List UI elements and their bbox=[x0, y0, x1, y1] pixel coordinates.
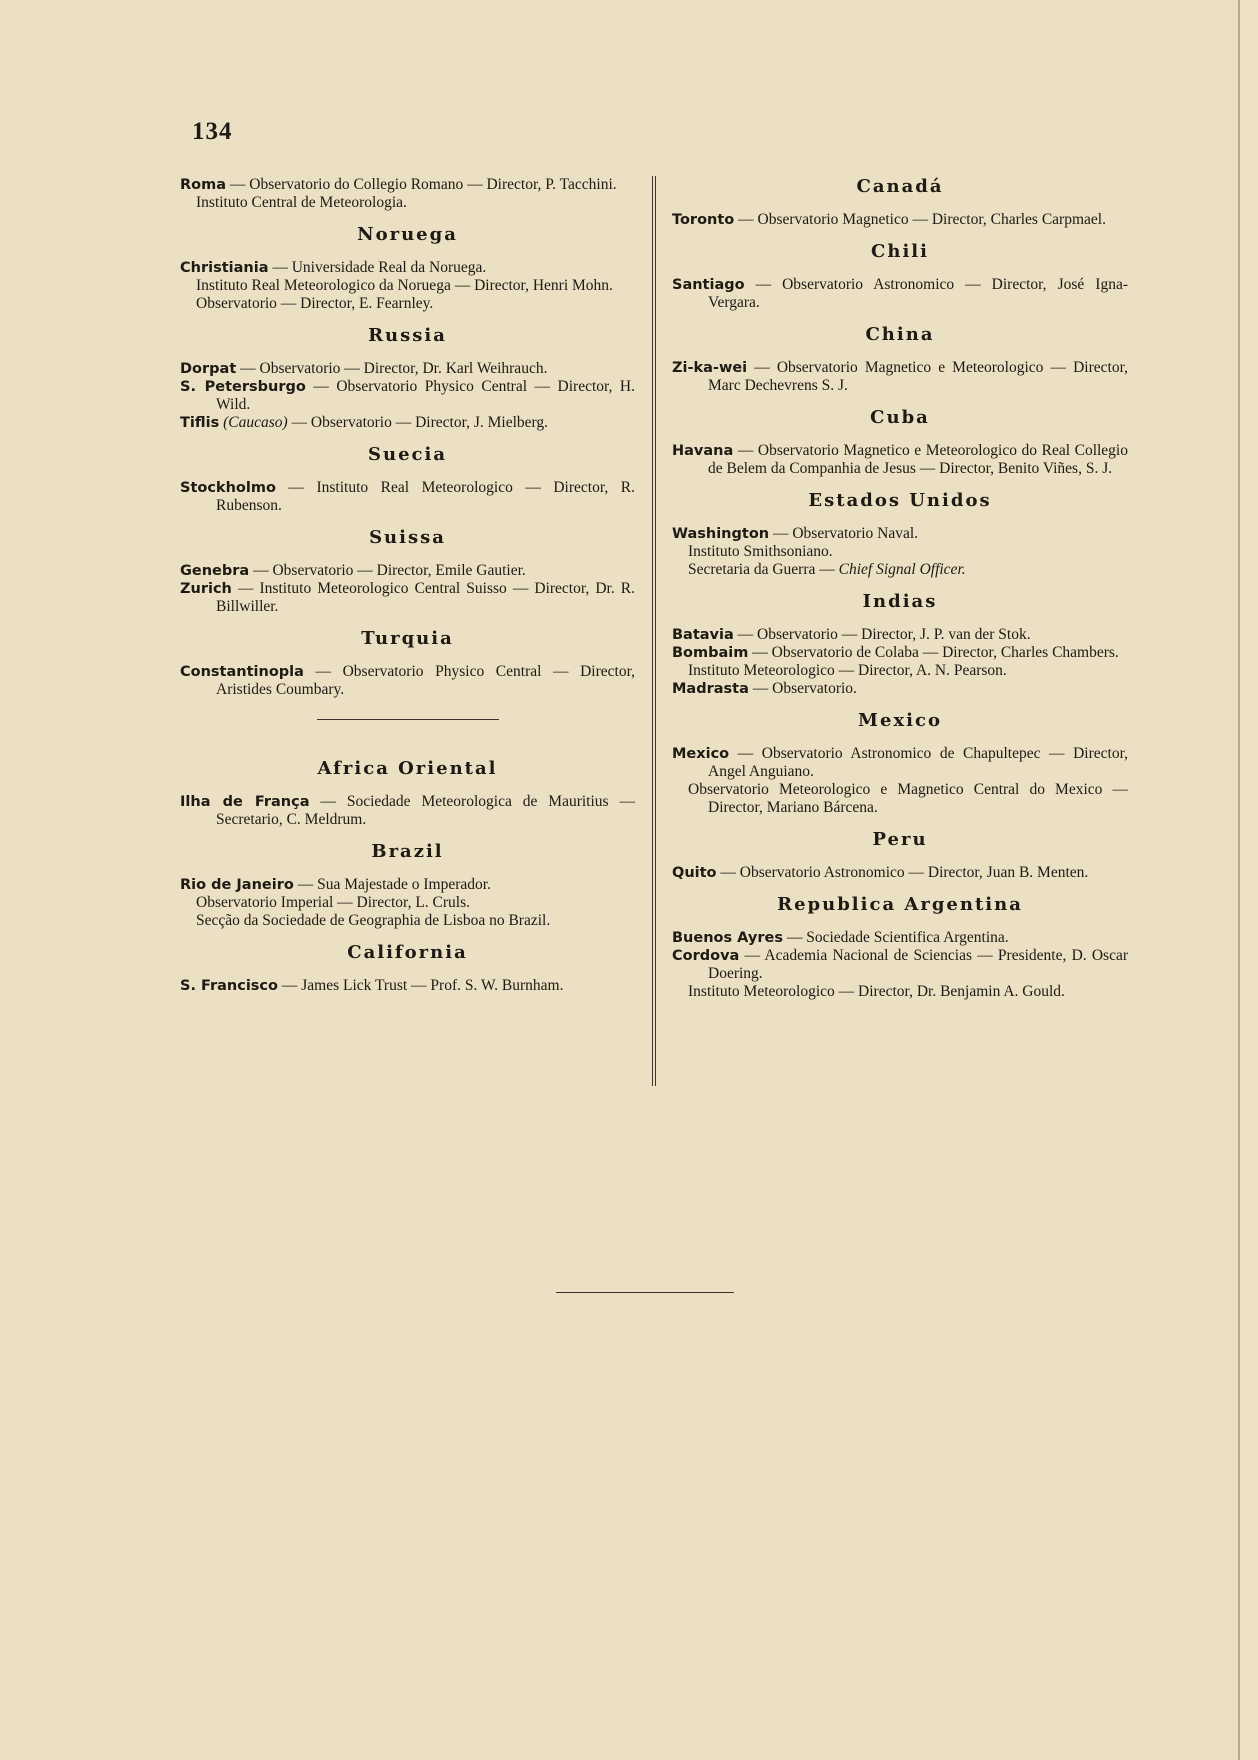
sub-entry-text: Observatorio Meteorologico e Magnetico Central do Mexico — Director, Mariano Bárcena. bbox=[688, 781, 1128, 816]
directory-entry bbox=[180, 562, 635, 580]
country-heading: Mexico bbox=[858, 710, 942, 731]
city-name: Tiflis bbox=[180, 415, 220, 431]
directory-entry bbox=[672, 442, 1128, 478]
bottom-rule bbox=[556, 1292, 734, 1293]
directory-entry bbox=[180, 378, 635, 414]
entry-text: — Observatorio. bbox=[748, 680, 857, 697]
country-section bbox=[672, 591, 1128, 698]
directory-sub-entry bbox=[180, 912, 635, 930]
entry-text: — Instituto Real Meteorologico — Director, R. Rubenson. bbox=[216, 479, 635, 514]
city-name: S. Francisco bbox=[180, 978, 278, 994]
directory-sub-entry bbox=[672, 662, 1128, 680]
sub-entry-italic: Chief Signal Officer. bbox=[838, 561, 966, 578]
city-name: Ilha de França bbox=[180, 794, 310, 810]
country-section bbox=[180, 758, 635, 829]
directory-entry bbox=[672, 745, 1128, 781]
directory-sub-entry bbox=[180, 194, 635, 212]
country-section bbox=[672, 710, 1128, 817]
entry-text: — Universidade Real da Noruega. bbox=[268, 259, 487, 276]
country-heading: Noruega bbox=[357, 224, 458, 245]
directory-entry bbox=[672, 276, 1128, 312]
city-name: Madrasta bbox=[672, 681, 749, 697]
sub-entry-text: Observatorio — Director, E. Fearnley. bbox=[196, 295, 434, 312]
right-column bbox=[672, 176, 1128, 1011]
country-heading: Suissa bbox=[369, 527, 446, 548]
column-divider bbox=[652, 176, 656, 1086]
directory-entry bbox=[180, 259, 635, 277]
city-name: S. Petersburgo bbox=[180, 379, 306, 395]
country-heading: Brazil bbox=[371, 841, 444, 862]
directory-entry bbox=[672, 929, 1128, 947]
directory-sub-entry bbox=[672, 561, 1128, 579]
city-name: Zi-ka-wei bbox=[672, 360, 748, 376]
country-section bbox=[672, 894, 1128, 1001]
country-heading: Republica Argentina bbox=[777, 894, 1023, 915]
city-name: Washington bbox=[672, 526, 770, 542]
country-heading: Russia bbox=[368, 325, 447, 346]
entry-text: — Observatorio Physico Central — Director, Aristides Coumbary. bbox=[216, 663, 635, 698]
directory-entry bbox=[180, 876, 635, 894]
sub-entry-text: Instituto Meteorologico — Director, Dr. Benjamin A. Gould. bbox=[688, 983, 1065, 1000]
country-heading: China bbox=[865, 324, 935, 345]
country-section bbox=[672, 241, 1128, 312]
sub-entry-text: Instituto Meteorologico — Director, A. N. Pearson. bbox=[688, 662, 1007, 679]
entry-text: — Observatorio — Director, J. P. van der Stok. bbox=[733, 626, 1031, 643]
entry-text: — Sua Majestade o Imperador. bbox=[293, 876, 491, 893]
city-name: Zurich bbox=[180, 581, 232, 597]
sub-entry-text: Secção da Sociedade de Geographia de Lisboa no Brazil. bbox=[196, 912, 551, 929]
directory-entry bbox=[180, 580, 635, 616]
top-entries bbox=[180, 176, 635, 212]
directory-sub-entry bbox=[180, 894, 635, 912]
entry-text: — Sociedade Meteorologica de Mauritius — Secretario, C. Meldrum. bbox=[216, 793, 636, 828]
sub-entry-text: Instituto Real Meteorologico da Noruega — Director, Henri Mohn. bbox=[196, 277, 613, 294]
left-sections-after-rule bbox=[180, 758, 635, 995]
directory-entry bbox=[672, 626, 1128, 644]
directory-entry bbox=[672, 644, 1128, 662]
city-name: Constantinopla bbox=[180, 664, 304, 680]
entry-text: — Observatorio — Director, Dr. Karl Weihrauch. bbox=[236, 360, 548, 377]
sub-entry-text: Observatorio Imperial — Director, L. Cruls. bbox=[196, 894, 470, 911]
entry-text: — Observatorio Astronomico — Director, José Igna-Vergara. bbox=[708, 276, 1128, 311]
directory-sub-entry bbox=[180, 277, 635, 295]
city-name: Buenos Ayres bbox=[672, 930, 783, 946]
country-heading: Canadá bbox=[856, 176, 944, 197]
city-name: Rio de Janeiro bbox=[180, 877, 294, 893]
entry-text: — Observatorio Astronomico — Director, Juan B. Menten. bbox=[716, 864, 1089, 881]
country-section bbox=[672, 829, 1128, 882]
country-section bbox=[672, 490, 1128, 579]
directory-entry bbox=[180, 479, 635, 515]
city-name: Quito bbox=[672, 865, 717, 881]
city-name: Christiania bbox=[180, 260, 269, 276]
city-name: Bombaim bbox=[672, 645, 749, 661]
entry-text: — Observatorio Physico Central — Director, H. Wild. bbox=[216, 378, 636, 413]
city-name: Mexico bbox=[672, 746, 730, 762]
city-name: Genebra bbox=[180, 563, 250, 579]
country-heading: Indias bbox=[862, 591, 938, 612]
entry-text: — Observatorio — Director, J. Mielberg. bbox=[287, 414, 549, 431]
directory-entry bbox=[672, 359, 1128, 395]
city-name: Dorpat bbox=[180, 361, 237, 377]
directory-entry bbox=[180, 360, 635, 378]
country-heading: Cuba bbox=[870, 407, 930, 428]
directory-sub-entry bbox=[180, 295, 635, 313]
directory-entry bbox=[672, 947, 1128, 983]
sub-entry-text: Secretaria da Guerra — bbox=[688, 561, 839, 578]
city-name: Stockholmo bbox=[180, 480, 276, 496]
section-divider-rule bbox=[317, 719, 499, 720]
sub-entry-text: Instituto Central de Meteorologia. bbox=[196, 194, 407, 211]
country-heading: Turquia bbox=[361, 628, 454, 649]
city-region: (Caucaso) bbox=[219, 414, 288, 431]
directory-entry bbox=[180, 663, 635, 699]
entry-text: — Observatorio Magnetico e Meteorologico — Director, Marc Dechevrens S. J. bbox=[708, 359, 1128, 394]
left-column bbox=[180, 176, 635, 1005]
directory-entry bbox=[180, 414, 635, 432]
page-number: 134 bbox=[192, 118, 233, 145]
country-section bbox=[672, 324, 1128, 395]
country-section bbox=[180, 527, 635, 616]
directory-entry bbox=[180, 793, 635, 829]
country-heading: Africa Oriental bbox=[317, 758, 498, 779]
city-name: Santiago bbox=[672, 277, 745, 293]
entry-text: — Observatorio Magnetico e Meteorologico do Real Collegio de Belem da Companhia de Jesus — Director, Benito Viñes, S. J. bbox=[708, 442, 1128, 477]
entry-text: — Observatorio do Collegio Romano — Director, P. Tacchini. bbox=[226, 176, 617, 193]
city-name: Toronto bbox=[672, 212, 735, 228]
entry-text: — Observatorio Astronomico de Chapultepec — Director, Angel Anguiano. bbox=[708, 745, 1128, 780]
country-section bbox=[180, 942, 635, 995]
sub-entry-text: Instituto Smithsoniano. bbox=[688, 543, 833, 560]
entry-text: — Instituto Meteorologico Central Suisso — Director, Dr. R. Billwiller. bbox=[216, 580, 635, 615]
country-heading: Estados Unidos bbox=[808, 490, 992, 511]
directory-entry bbox=[672, 864, 1128, 882]
directory-sub-entry bbox=[672, 983, 1128, 1001]
city-name: Roma bbox=[180, 177, 227, 193]
directory-sub-entry bbox=[672, 543, 1128, 561]
country-heading: Chili bbox=[871, 241, 929, 262]
entry-text: — Observatorio de Colaba — Director, Charles Chambers. bbox=[748, 644, 1119, 661]
left-sections bbox=[180, 224, 635, 699]
entry-text: — James Lick Trust — Prof. S. W. Burnham. bbox=[278, 977, 564, 994]
city-name: Batavia bbox=[672, 627, 734, 643]
directory-entry bbox=[672, 680, 1128, 698]
city-name: Cordova bbox=[672, 948, 740, 964]
country-heading: Suecia bbox=[368, 444, 447, 465]
country-heading: California bbox=[347, 942, 468, 963]
entry-text: — Observatorio Naval. bbox=[769, 525, 919, 542]
country-section bbox=[672, 407, 1128, 478]
entry-text: — Observatorio — Director, Emile Gautier. bbox=[249, 562, 526, 579]
entry-text: — Observatorio Magnetico — Director, Charles Carpmael. bbox=[734, 211, 1106, 228]
directory-entry bbox=[180, 977, 635, 995]
country-section bbox=[180, 224, 635, 313]
entry-text: — Academia Nacional de Sciencias — Presidente, D. Oscar Doering. bbox=[708, 947, 1128, 982]
entry-text: — Sociedade Scientifica Argentina. bbox=[782, 929, 1009, 946]
directory-entry bbox=[672, 525, 1128, 543]
country-section bbox=[672, 176, 1128, 229]
country-section bbox=[180, 628, 635, 699]
country-section bbox=[180, 325, 635, 432]
directory-entry bbox=[672, 211, 1128, 229]
directory-sub-entry bbox=[672, 781, 1128, 817]
country-section bbox=[180, 444, 635, 515]
country-heading: Peru bbox=[872, 829, 928, 850]
city-name: Havana bbox=[672, 443, 734, 459]
country-section bbox=[180, 841, 635, 930]
right-sections bbox=[672, 176, 1128, 1001]
directory-entry bbox=[180, 176, 635, 194]
